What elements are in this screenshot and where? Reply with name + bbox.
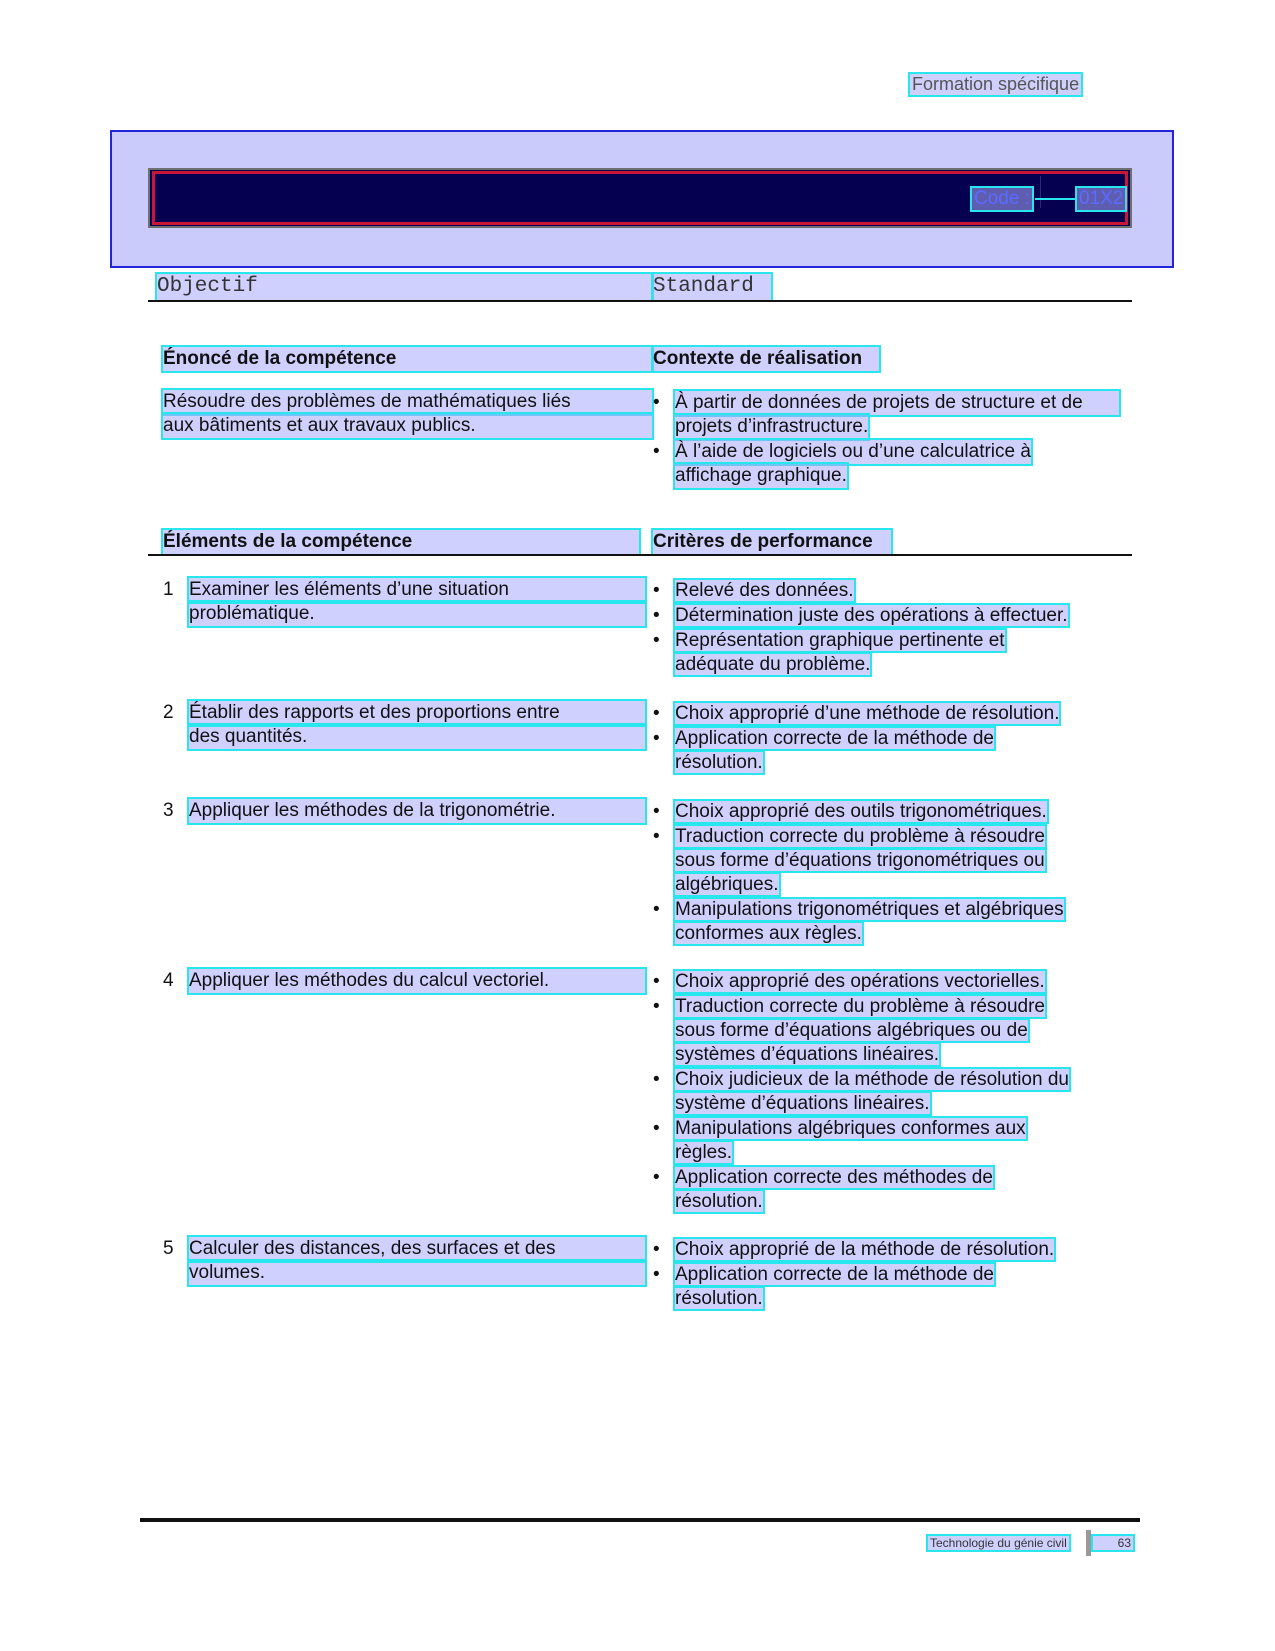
- criteria-item: • Traduction correcte du problème à résoudre sous forme d’équations algébriques ou de systèmes d’équations linéaires.: [653, 996, 1045, 1065]
- criteria-item: • Choix approprié d’une méthode de résolution.: [653, 703, 1060, 724]
- criteria-item: • Application correcte des méthodes de résolution.: [653, 1167, 993, 1212]
- criteria-item: • Traduction correcte du problème à résoudre sous forme d’équations trigonométriques ou algébriques.: [653, 826, 1045, 895]
- criteria-item: • Application correcte de la méthode de résolution.: [653, 728, 994, 773]
- criteria-item: • Choix judicieux de la méthode de résolution du système d’équations linéaires.: [653, 1069, 1069, 1114]
- element-item: 3 Appliquer les méthodes de la trigonométrie.: [189, 799, 645, 823]
- criteria-item: • Choix approprié des outils trigonométriques.: [653, 801, 1047, 822]
- section-title: Formation spécifique: [912, 74, 1080, 94]
- objectif-label: Objectif: [157, 274, 652, 300]
- criteria-heading: Critères de performance: [653, 530, 891, 554]
- standard-label: Standard: [653, 274, 771, 300]
- criteria-item: • Manipulations algébriques conformes aux règles.: [653, 1118, 1026, 1163]
- element-item: 1 Examiner les éléments d’une situation problématique.: [189, 578, 645, 626]
- criteria-item: • Choix approprié de la méthode de résolution.: [653, 1239, 1055, 1260]
- criteria-item: • Application correcte de la méthode de résolution.: [653, 1264, 994, 1309]
- competence-text: Résoudre des problèmes de mathématiques liés: [163, 390, 652, 414]
- footer-divider: [1086, 1530, 1091, 1556]
- elements-heading: Éléments de la compétence: [163, 530, 639, 554]
- elements-rule: [148, 554, 1132, 556]
- objectif-rule: [148, 300, 1132, 302]
- footer-rule: [140, 1518, 1140, 1522]
- criteria-item: • Manipulations trigonométriques et algébriques conformes aux règles.: [653, 899, 1064, 944]
- banner-divider: [1040, 176, 1041, 208]
- criteria-item: • Choix approprié des opérations vectorielles.: [653, 971, 1045, 992]
- element-item: 2 Établir des rapports et des proportions entre des quantités.: [189, 701, 645, 749]
- page-number: 63: [1093, 1536, 1133, 1550]
- code-value: 01X2: [1079, 188, 1124, 209]
- competence-text: aux bâtiments et aux travaux publics.: [163, 414, 652, 438]
- context-item: • À l’aide de logiciels ou d’une calculatrice à affichage graphique.: [653, 441, 1031, 486]
- footer-title: Technologie du génie civil: [930, 1536, 1067, 1550]
- code-label: Code :: [974, 188, 1030, 209]
- criteria-item: • Relevé des données.: [653, 580, 854, 601]
- code-underline: [1035, 198, 1077, 200]
- element-item: 4 Appliquer les méthodes du calcul vectoriel.: [189, 969, 645, 993]
- competence-heading: Énoncé de la compétence: [163, 347, 652, 371]
- criteria-item: • Représentation graphique pertinente et adéquate du problème.: [653, 630, 1005, 675]
- context-item: • À partir de données de projets de structure et de projets d’infrastructure.: [675, 391, 1119, 439]
- criteria-item: • Détermination juste des opérations à effectuer.: [653, 605, 1068, 626]
- context-heading: Contexte de réalisation: [653, 347, 879, 371]
- element-item: 5 Calculer des distances, des surfaces et des volumes.: [189, 1237, 645, 1285]
